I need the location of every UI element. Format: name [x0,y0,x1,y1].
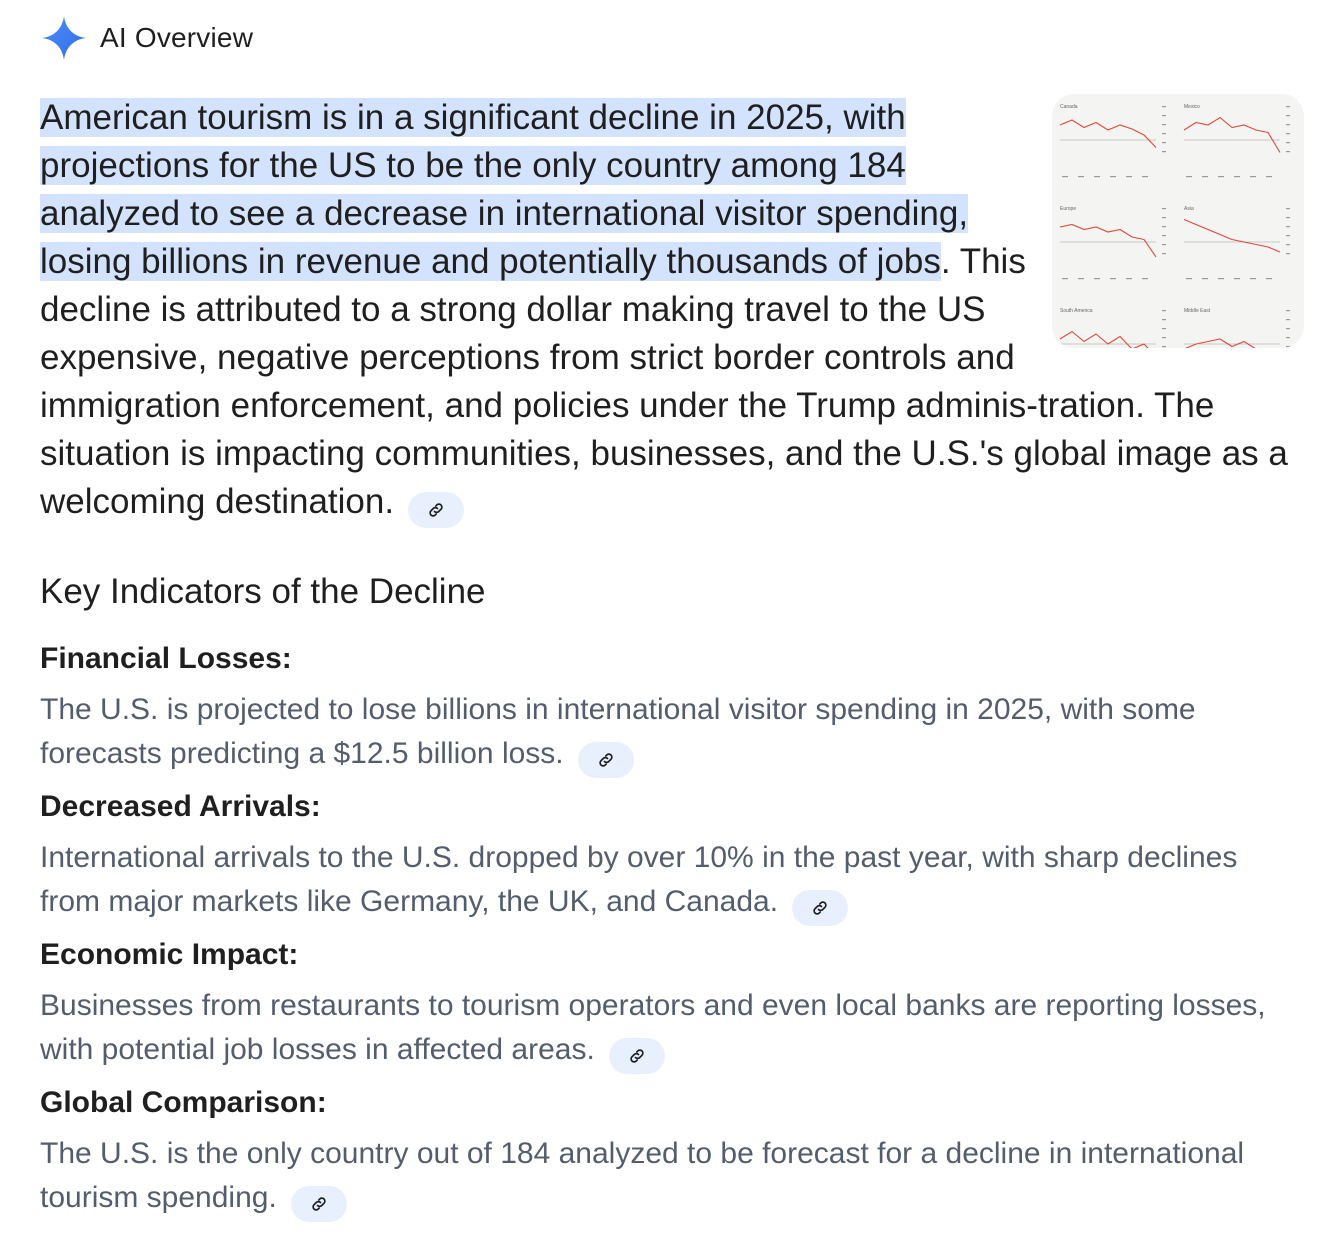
source-link-button[interactable] [609,1038,665,1074]
link-icon [310,1195,328,1213]
thumbnail-panel-label: Middle East [1184,308,1211,314]
indicator-list [40,638,1302,1230]
indicator-item [40,934,1302,1074]
indicator-text-content: The U.S. is projected to lose billions in international visitor spending in 2025, with some forecasts predicting a $12.5 billion loss. [40,693,1196,770]
indicator-text [40,836,1302,926]
source-link-button[interactable] [408,492,464,528]
thumbnail-panel-label: Europe [1060,206,1077,212]
thumbnail-panel-label: Mexico [1184,104,1200,110]
indicator-text [40,688,1302,778]
indicator-text-content: Businesses from restaurants to tourism operators and even local banks are reporting losses, with potential job losses in affected areas. [40,989,1266,1066]
link-icon [427,501,445,519]
link-icon [811,899,829,917]
section-heading: Key Indicators of the Decline [40,572,486,611]
indicator-title: Global Comparison: [40,1086,327,1119]
indicator-title: Economic Impact: [40,938,299,971]
summary-period: . [940,242,951,281]
indicator-item [40,786,1302,926]
ai-overview-header [40,14,253,62]
highlighted-summary: American tourism is in a significant decline in 2025, with projections for the US to be the only country among 184 analyzed to see a decrease in international visitor spending, losing billions in revenue and potentially thousands of jobs [40,98,969,281]
thumbnail-panel-label: South America [1060,308,1093,314]
ai-overview-title: AI Overview [100,22,254,53]
source-link-button[interactable] [792,890,848,926]
source-link-button[interactable] [291,1186,347,1222]
thumbnail-panel-label: Asia [1184,206,1194,212]
indicator-text [40,1132,1302,1222]
indicator-title: Financial Losses: [40,642,292,675]
link-icon [597,751,615,769]
indicator-item [40,638,1302,778]
source-link-button[interactable] [578,742,634,778]
summary-body: This decline is attributed to a strong dollar making travel to the US expensive, negative perceptions from strict border controls and immigration enforcement, and policies under the Trump adminis-tration. The situation is impacting communities, businesses, and the U.S.'s global image as a welcoming destination. [40,242,1288,521]
indicator-item [40,1082,1302,1222]
thumbnail-panel-label: Canada [1060,104,1078,110]
sparkle-icon [40,14,88,62]
indicator-text-content: International arrivals to the U.S. dropped by over 10% in the past year, with sharp declines from major markets like Germany, the UK, and Canada. [40,841,1238,918]
indicator-title: Decreased Arrivals: [40,790,321,823]
indicator-text [40,984,1302,1074]
link-icon [628,1047,646,1065]
indicator-text-content: The U.S. is the only country out of 184 analyzed to be forecast for a decline in international tourism spending. [40,1137,1245,1214]
overview-intro [40,94,1302,528]
